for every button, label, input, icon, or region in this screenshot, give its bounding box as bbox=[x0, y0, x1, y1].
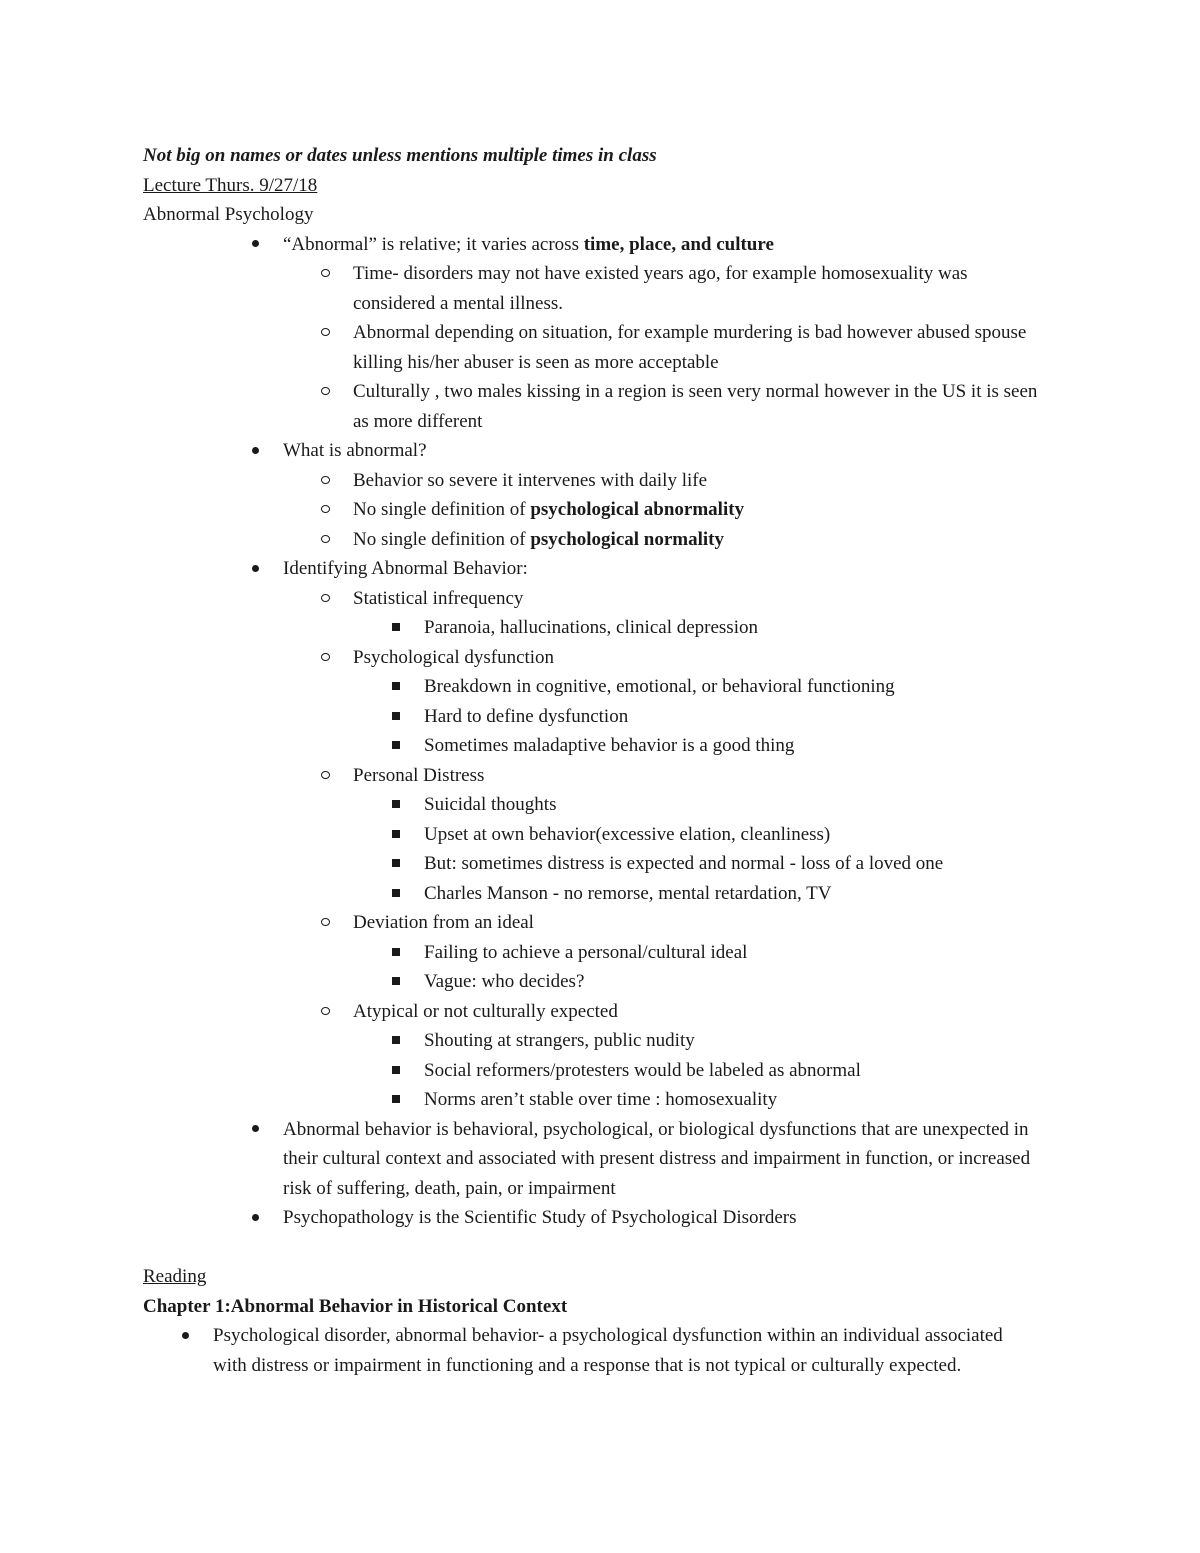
document-page bbox=[143, 141, 1063, 1380]
bullet-dot-icon bbox=[245, 436, 265, 466]
bullet-circle-icon bbox=[315, 377, 335, 407]
list-item: Upset at own behavior(excessive elation, cleanliness) bbox=[424, 820, 1024, 850]
list-item: Psychological dysfunction bbox=[353, 643, 1053, 673]
bullet-square-icon bbox=[386, 849, 406, 879]
list-item: Paranoia, hallucinations, clinical depression bbox=[424, 613, 1024, 643]
list-item: Abnormal behavior is behavioral, psychological, or biological dysfunctions that are unexpected in their cultural context and associated with present distress and impairment in function, or increased risk of suffering, death, pain, or impairment bbox=[283, 1115, 1063, 1204]
bullet-square-icon bbox=[386, 1026, 406, 1056]
list-item: Charles Manson - no remorse, mental retardation, TV bbox=[424, 879, 1024, 909]
list-item: Breakdown in cognitive, emotional, or behavioral functioning bbox=[424, 672, 1024, 702]
list-item: Shouting at strangers, public nudity bbox=[424, 1026, 1024, 1056]
bullet-dot-icon bbox=[175, 1321, 195, 1351]
list-item: Behavior so severe it intervenes with daily life bbox=[353, 466, 1053, 496]
list-item: Atypical or not culturally expected bbox=[353, 997, 1053, 1027]
bullet-circle-icon bbox=[315, 466, 335, 496]
topic-heading: Abnormal Psychology bbox=[143, 204, 314, 225]
list-item: What is abnormal? bbox=[283, 436, 1063, 466]
bullet-square-icon bbox=[386, 879, 406, 909]
bullet-dot-icon bbox=[245, 1115, 265, 1145]
bullet-dot-icon bbox=[245, 230, 265, 260]
bullet-circle-icon bbox=[315, 761, 335, 791]
list-item: Psychopathology is the Scientific Study of Psychological Disorders bbox=[283, 1203, 1063, 1233]
bullet-circle-icon bbox=[315, 259, 335, 289]
bullet-circle-icon bbox=[315, 908, 335, 938]
bullet-square-icon bbox=[386, 820, 406, 850]
bullet-square-icon bbox=[386, 613, 406, 643]
list-item: But: sometimes distress is expected and normal - loss of a loved one bbox=[424, 849, 1024, 879]
list-item: Sometimes maladaptive behavior is a good thing bbox=[424, 731, 1024, 761]
list-item: Failing to achieve a personal/cultural ideal bbox=[424, 938, 1024, 968]
list-item: “Abnormal” is relative; it varies across time, place, and culture bbox=[283, 230, 1063, 260]
bullet-circle-icon bbox=[315, 643, 335, 673]
list-item: Hard to define dysfunction bbox=[424, 702, 1024, 732]
list-item: Statistical infrequency bbox=[353, 584, 1053, 614]
list-item: No single definition of psychological normality bbox=[353, 525, 1053, 555]
list-item: Social reformers/protesters would be labeled as abnormal bbox=[424, 1056, 1024, 1086]
list-item: No single definition of psychological abnormality bbox=[353, 495, 1053, 525]
list-item: Norms aren’t stable over time : homosexuality bbox=[424, 1085, 1024, 1115]
bullet-square-icon bbox=[386, 1056, 406, 1086]
lecture-date: Lecture Thurs. 9/27/18 bbox=[143, 174, 318, 196]
bullet-square-icon bbox=[386, 731, 406, 761]
list-item: Psychological disorder, abnormal behavior- a psychological dysfunction within an individual associated with distress or impairment in functioning and a response that is not typical or culturally expected. bbox=[213, 1321, 1033, 1380]
list-item: Deviation from an ideal bbox=[353, 908, 1053, 938]
chapter-heading: Chapter 1:Abnormal Behavior in Historical Context bbox=[143, 1295, 568, 1317]
bullet-square-icon bbox=[386, 672, 406, 702]
bullet-circle-icon bbox=[315, 997, 335, 1027]
list-item: Time- disorders may not have existed years ago, for example homosexuality was considered a mental illness. bbox=[353, 259, 1053, 318]
bullet-dot-icon bbox=[245, 554, 265, 584]
bullet-square-icon bbox=[386, 938, 406, 968]
list-item: Identifying Abnormal Behavior: bbox=[283, 554, 1063, 584]
bullet-square-icon bbox=[386, 702, 406, 732]
bullet-square-icon bbox=[386, 1085, 406, 1115]
bullet-dot-icon bbox=[245, 1203, 265, 1233]
note-title: Not big on names or dates unless mentions multiple times in class bbox=[143, 145, 657, 166]
bullet-square-icon bbox=[386, 790, 406, 820]
list-item: Suicidal thoughts bbox=[424, 790, 1024, 820]
bullet-circle-icon bbox=[315, 584, 335, 614]
bullet-circle-icon bbox=[315, 525, 335, 555]
reading-heading: Reading bbox=[143, 1266, 207, 1287]
list-item: Abnormal depending on situation, for example murdering is bad however abused spouse killing his/her abuser is seen as more acceptable bbox=[353, 318, 1053, 377]
bullet-square-icon bbox=[386, 967, 406, 997]
list-item: Personal Distress bbox=[353, 761, 1053, 791]
list-item: Culturally , two males kissing in a region is seen very normal however in the US it is seen as more different bbox=[353, 377, 1053, 436]
bullet-circle-icon bbox=[315, 318, 335, 348]
bullet-circle-icon bbox=[315, 495, 335, 525]
list-item: Vague: who decides? bbox=[424, 967, 1024, 997]
